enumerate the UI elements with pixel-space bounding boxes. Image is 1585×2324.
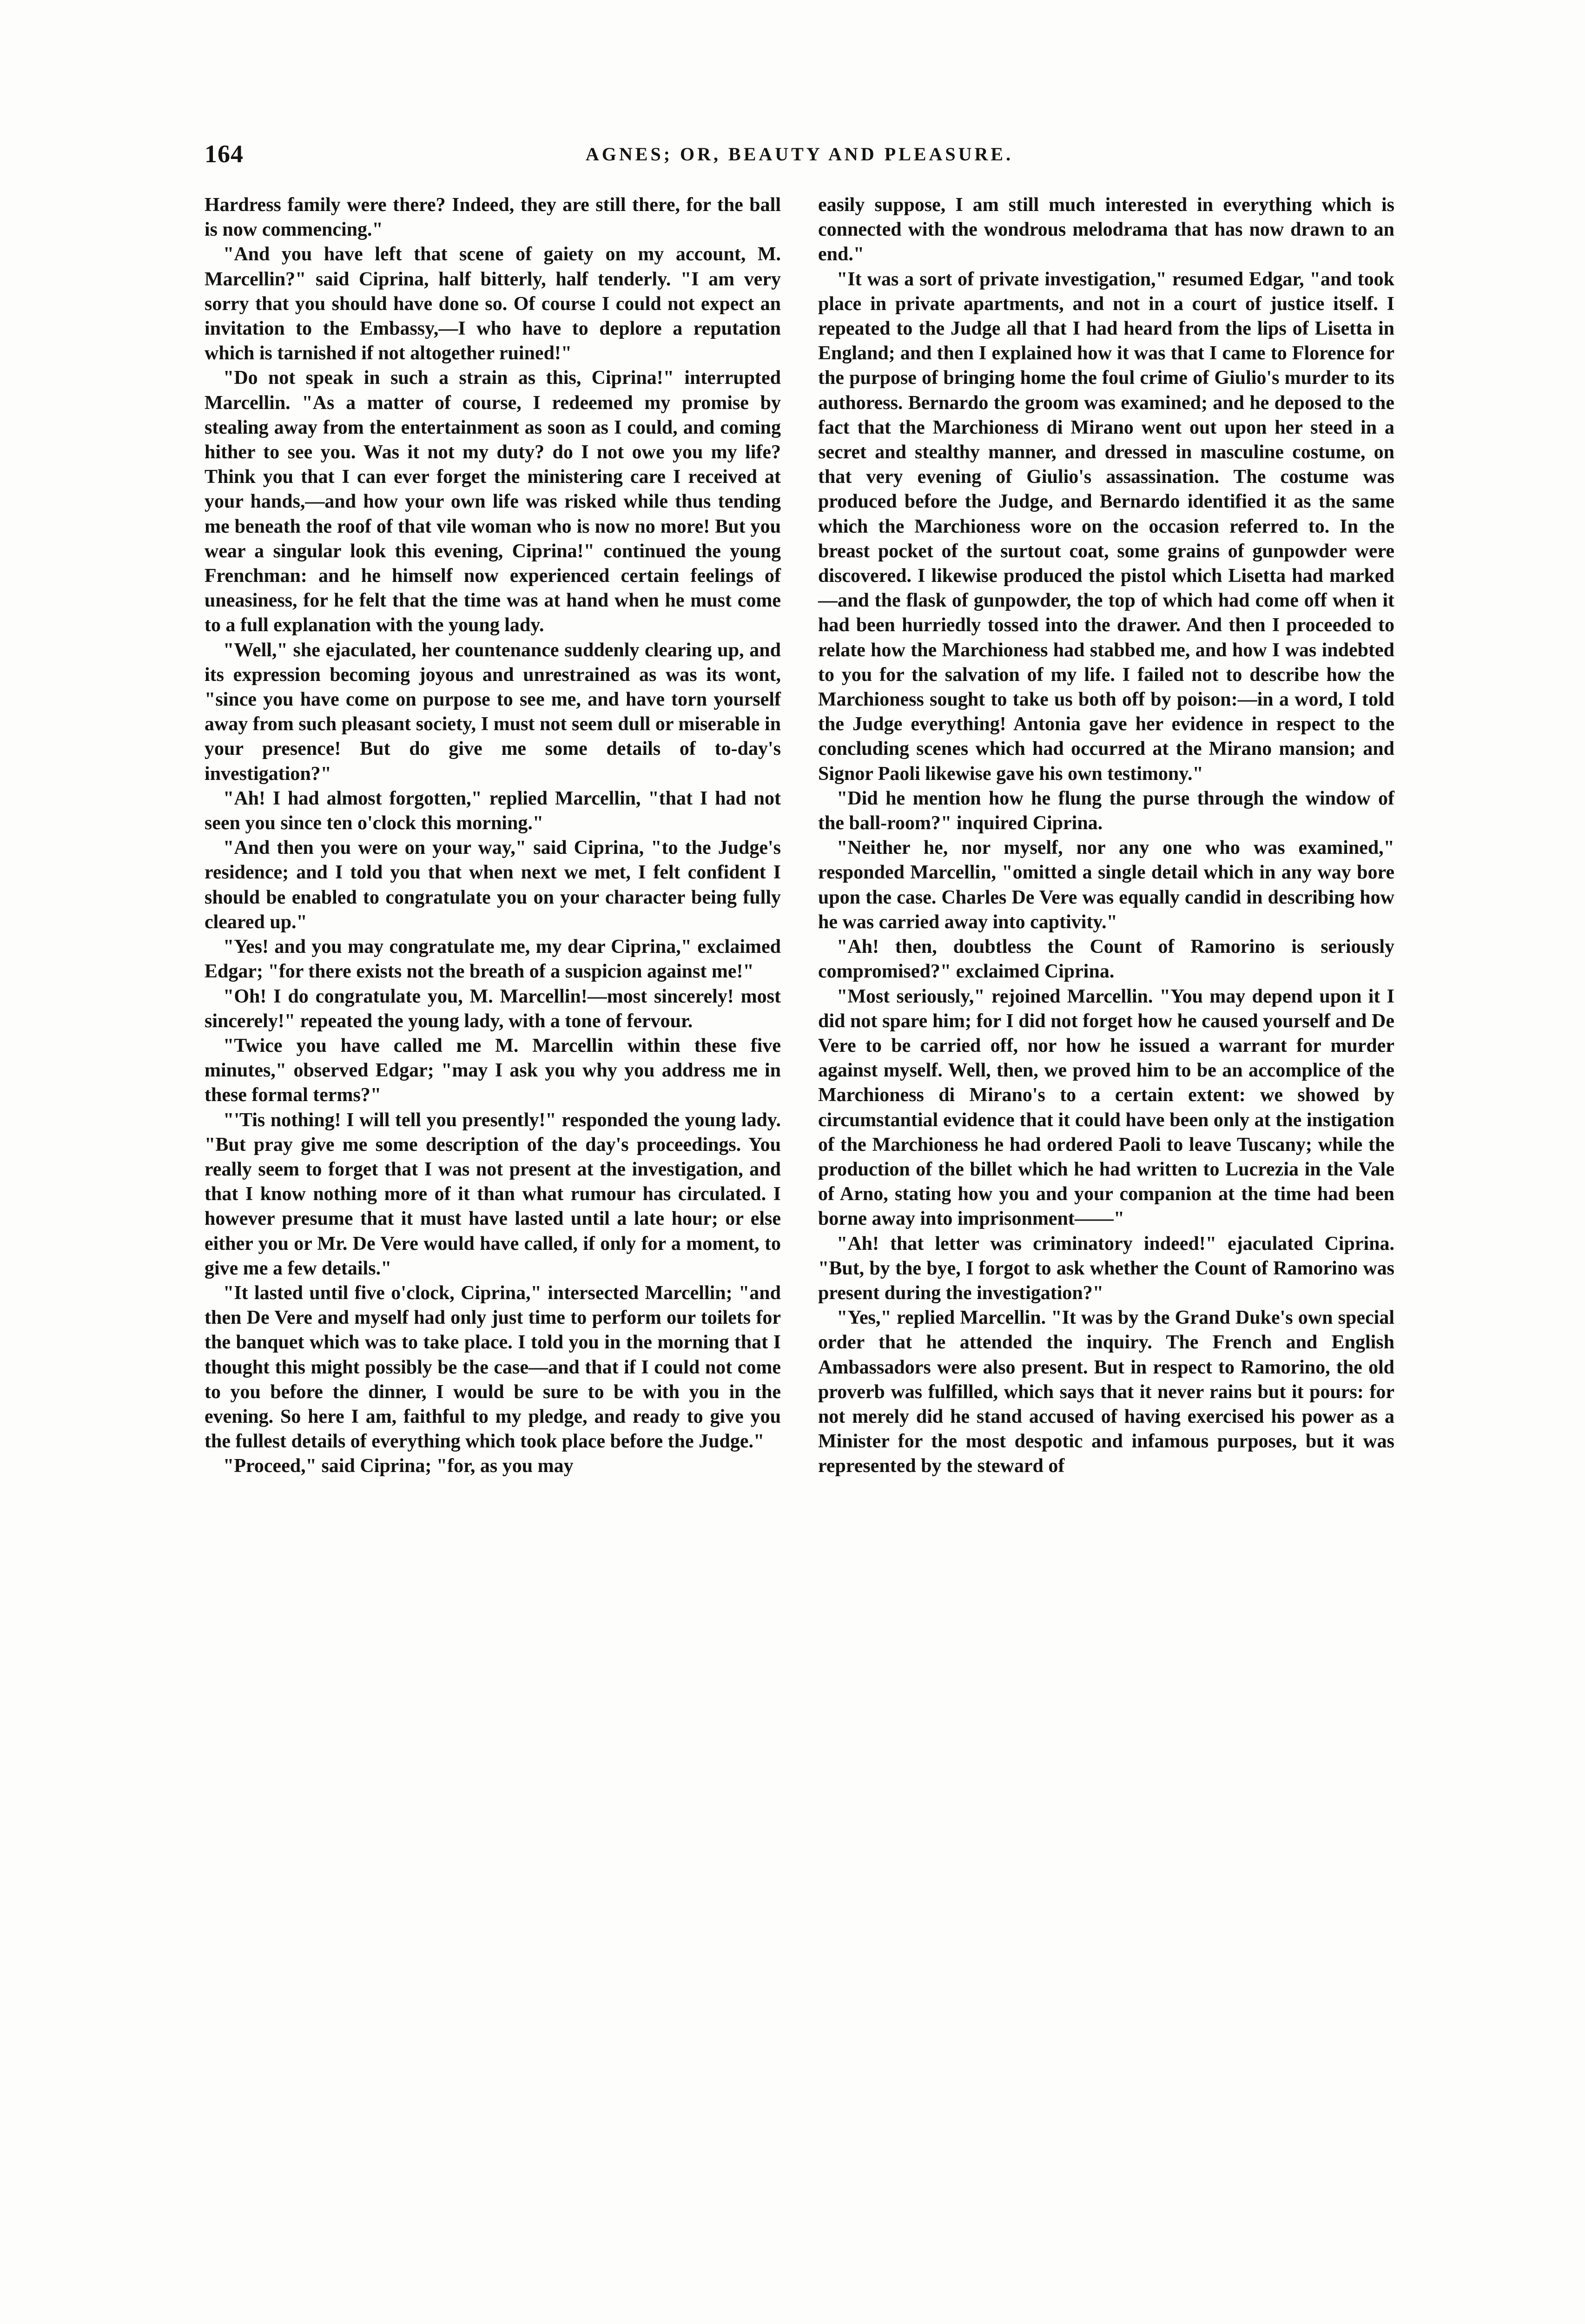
page-header [205, 139, 1394, 177]
paragraph: "Ah! then, doubtless the Count of Ramorino is seriously compromised?" exclaimed Ciprina. [818, 936, 1394, 983]
paragraph: Hardress family were there? Indeed, they are still there, for the ball is now commencing." [205, 194, 781, 241]
paragraph: "And then you were on your way," said Ciprina, "to the Judge's residence; and I told you that when next we met, I felt confident I should be enabled to congratulate you on your character being fully cleared up." [205, 837, 781, 933]
paragraph: "Did he mention how he flung the purse through the window of the ball-room?" inquired Ciprina. [818, 787, 1394, 834]
paragraph: "Ah! I had almost forgotten," replied Marcellin, "that I had not seen you since ten o'clock this morning." [205, 787, 781, 834]
paragraph: easily suppose, I am still much interested in everything which is connected with the wondrous melodrama that has now drawn to an end." [818, 194, 1394, 265]
paragraph: "Yes! and you may congratulate me, my dear Ciprina," exclaimed Edgar; "for there exists not the breath of a suspicion against me!" [205, 936, 781, 983]
paragraph: "Yes," replied Marcellin. "It was by the Grand Duke's own special order that he attended the inquiry. The French and English Ambassadors were also present. But in respect to Ramorino, the old proverb was fulfilled, which says that it never rains but it pours: for not merely did he stand accused of having exercised his power as a Minister for the most despotic and infamous purposes, but it was represented by the steward of [818, 1307, 1394, 1477]
paragraph: "Well," she ejaculated, her countenance suddenly clearing up, and its expression becoming joyous and unrestrained as was its wont, "since you have come on purpose to see me, and have torn yourself away from such pleasant society, I must not seem dull or miserable in your presence! But do give me some details of to-day's investigation?" [205, 639, 781, 785]
paragraph: "It lasted until five o'clock, Ciprina," intersected Marcellin; "and then De Vere and myself had only just time to perform our toilets for the banquet which was to take place. I told you in the morning that I thought this might possibly be the case—and that if I could not come to you before the dinner, I would be sure to be with you in the evening. So here I am, faithful to my pledge, and ready to give you the fullest details of everything which took place before the Judge." [205, 1282, 781, 1452]
left-text-column [205, 193, 781, 1479]
paragraph: "Ah! that letter was criminatory indeed!" ejaculated Ciprina. "But, by the bye, I forgot to ask whether the Count of Ramorino was present during the investigation?" [818, 1233, 1394, 1304]
running-title: AGNES; OR, BEAUTY AND PLEASURE. [585, 144, 1014, 165]
paragraph: "Proceed," said Ciprina; "for, as you may [223, 1455, 574, 1477]
page-number: 164 [205, 140, 244, 168]
paragraph: "Neither he, nor myself, nor any one who was examined," responded Marcellin, "omitted a single detail which in any way bore upon the case. Charles De Vere was equally candid in describing how he was carried away into captivity." [818, 837, 1394, 933]
paragraph: "And you have left that scene of gaiety on my account, M. Marcellin?" said Ciprina, half bitterly, half tenderly. "I am very sorry that you should have done so. Of course I could not expect an invitation to the Embassy,—I who have to deplore a reputation which is tarnished if not altogether ruined!" [205, 244, 781, 364]
paragraph: "Most seriously," rejoined Marcellin. "You may depend upon it I did not spare him; for I did not forget how he caused yourself and De Vere to be carried off, nor how he issued a warrant for murder against myself. Well, then, we proved him to be an accomplice of the Marchioness di Mirano's to a certain extent: we showed by circumstantial evidence that it could have been only at the instigation of the Marchioness he had ordered Paoli to leave Tuscany; while the production of the billet which he had written to Lucrezia in the Vale of Arno, stating how you and your companion at the time had been borne away into imprisonment——" [818, 985, 1394, 1230]
paragraph: "'Tis nothing! I will tell you presently!" responded the young lady. "But pray give me some description of the day's proceedings. You really seem to forget that I was not present at the investigation, and that I know nothing more of it than what rumour has circulated. I however presume that it must have lasted until a late hour; or else either you or Mr. De Vere would have called, if only for a moment, to give me a few details." [205, 1109, 781, 1279]
paragraph: "Oh! I do congratulate you, M. Marcellin!—most sincerely! most sincerely!" repeated the young lady, with a tone of fervour. [205, 985, 781, 1032]
right-text-column [818, 193, 1394, 1479]
paragraph: "Twice you have called me M. Marcellin within these five minutes," observed Edgar; "may I ask you why you address me in these formal terms?" [205, 1035, 781, 1106]
paragraph: "Do not speak in such a strain as this, Ciprina!" interrupted Marcellin. "As a matter of course, I redeemed my promise by stealing away from the entertainment as soon as I could, and coming hither to see you. Was it not my duty? do I not owe you my life? Think you that I can ever forget the ministering care I received at your hands,—and how your own life was risked while thus tending me beneath the roof of that vile woman who is now no more! But you wear a singular look this evening, Ciprina!" continued the young Frenchman: and he himself now experienced certain feelings of uneasiness, for he felt that the time was at hand when he must come to a full explanation with the young lady. [205, 367, 781, 636]
paragraph: "It was a sort of private investigation," resumed Edgar, "and took place in private apartments, and not in a court of justice itself. I repeated to the Judge all that I had heard from the lips of Lisetta in England; and then I explained how it was that I came to Florence for the purpose of bringing home the foul crime of Giulio's murder to its authoress. Bernardo the groom was examined; and he deposed to the fact that the Marchioness di Mirano went out upon her steed in a secret and stealthy manner, and dressed in masculine costume, on that very evening of Giulio's assassination. The costume was produced before the Judge, and Bernardo identified it as the same which the Marchioness wore on the occasion referred to. In the breast pocket of the surtout coat, some grains of gunpowder were discovered. I likewise produced the pistol which Lisetta had marked—and the flask of gunpowder, the top of which had come off when it had been hurriedly tossed into the drawer. And then I proceeded to relate how the Marchioness had stabbed me, and how I was indebted to you for the salvation of my life. I failed not to describe how the Marchioness sought to take us both off by poison:—in a word, I told the Judge everything! Antonia gave her evidence in respect to the concluding scenes which had occurred at the Mirano mansion; and Signor Paoli likewise gave his own testimony." [818, 268, 1394, 785]
